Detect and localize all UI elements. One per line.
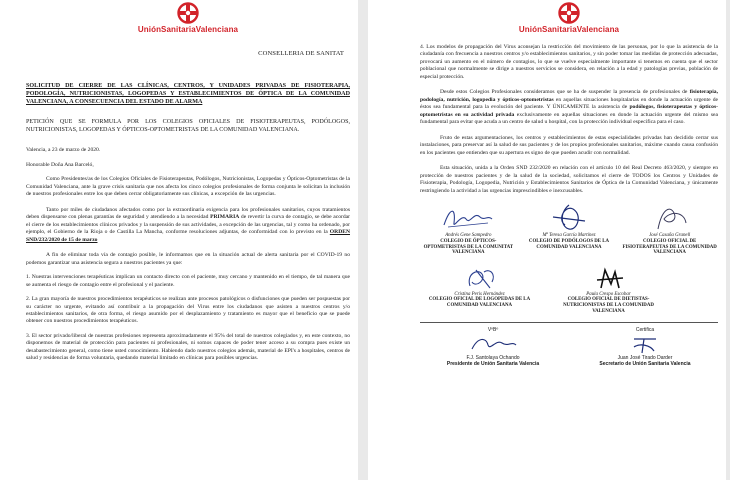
- certifica-label: Certifica: [635, 327, 655, 334]
- vobo-label: VºBº: [487, 327, 499, 334]
- handwritten-signature-icon: [539, 203, 599, 233]
- orden-reference: ORDEN SND/232/2020 de 15 de marzo: [26, 229, 350, 243]
- union-sanitaria-logo: [420, 2, 718, 34]
- logo-emblem-icon: [177, 2, 199, 24]
- handwritten-signature-icon: [438, 203, 498, 233]
- primaria-emphasis: PRIMARIA: [210, 214, 240, 221]
- logo-text: UniónSanitariaValenciana: [518, 25, 620, 34]
- signature-block: Mª Teresa García Martínez COLEGIO DE PODÓLOGOS DE LA COMUNIDAD VALENCIANA: [521, 203, 618, 256]
- paragraph-1: Como Presidentes/as de los Colegios Oficiales de Fisioterapeutas, Podólogos, Nutricionistas, Logopedas y Ópticos-Optometristas de la Comunidad Valenciana, ante la grave crisis sanitaria que nos afecta los cinco colegios profesionales de forma conjunta le solicitan la inclusión de nuestros profesionales entre los que deben cerrar obligatoriamente sus clínicas, a excepción de las urgencias.: [26, 176, 350, 198]
- list-item-4: 4. Los modelos de propagación del Virus aconsejan la restricción del movimiento de las personas, por lo que la asistencia de la ciudadanía con frecuencia a nuestros centros y/o establecimientos sanitarios, y sin poder tomar las medidas de protección adecuadas, provocará un aumento en el número de contagios, lo que se vuelve especialmente importante si tenemos en cuenta que el sector poblacional que normalmente se dirige a nuestros servicios se considera, en relación a la edad y patologías previas, población de especial protección.: [420, 44, 718, 80]
- list-item-2: 2. La gran mayoría de nuestros procedimientos terapéuticos se realizan ante procesos patológicos o disfunciones que pueden ser pospuestas por su carácter no urgente, evitando así contribuir a la propagación del Virus entre los ciudadanos que asisten a nuestros centros y/o establecimientos sanitarios, de otra forma, el riesgo asumido por el desplazamiento y tratamiento es mayor que el beneficio que se puede obtener con nuestros procedimientos terapéuticos.: [26, 296, 350, 325]
- signature-block: Andrés Gene Sampedro COLEGIO DE ÓPTICOS-OPTOMETRISTAS DE LA COMUNITAT VALENCIANA: [420, 203, 517, 256]
- president-endorsement: VºBº F.J. Santolaya Ochando Presidente de Unión Sanitaria Valencia: [420, 327, 566, 367]
- handwritten-signature-icon: [610, 333, 680, 355]
- paragraph-5: Desde estos Colegios Profesionales consideramos que se ha de suspender la presencia de profesionales de fisioterapia, podología, nutrición, logopedia y ópticos-optometristas en aquellas situaciones hospitalarias en donde la actuación urgente de éstos sea fundamental para la evolución del paciente. Y ÚNICAMENTE la asistencia de podólogos, fisioterapeutas y ópticos-optometristas en su actividad privada exclusivamente en aquellas situaciones en donde la actuación urgente del mismo sea fundamental para evitar que acuda a un centro de salud u hospital, con la protección individual específica para el caso.: [420, 89, 718, 126]
- secretary-certification: Certifica Juan José Tirado Darder Secretario de Unión Sanitaria Valencia: [572, 327, 718, 367]
- signatures-row-1: [420, 203, 718, 256]
- signature-block: Cristina Peris Hernández COLEGIO OFICIAL DE LOGOPEDAS DE LA COMUNIDAD VALENCIANA: [420, 264, 539, 315]
- handwritten-signature-icon: [450, 264, 510, 292]
- handwritten-signature-icon: [640, 203, 700, 233]
- logo-emblem-icon: [558, 2, 580, 24]
- document-subject: SOLICITUD DE CIERRE DE LAS CLÍNICAS, CENTROS, Y UNIDADES PRIVADAS DE FISIOTERAPIA, PODOLOGÍA, NUTRICIONISTAS, LOGOPEDAS Y ESTABLECIMIENTOS DE ÓPTICA DE LA COMUNIDAD VALENCIANA, A CONSECUENCIA DEL ESTADO DE ALARMA: [26, 83, 350, 105]
- logo-text: UniónSanitariaValenciana: [137, 25, 239, 34]
- document-page-2: [368, 0, 726, 480]
- union-sanitaria-logo: [26, 2, 350, 34]
- petition: PETICIÓN QUE SE FORMULA POR LOS COLEGIOS OFICIALES DE FISIOTERAPEUTAS, PODÓLOGOS, NUTRICIONISTAS, LOGOPEDAS Y ÓPTICOS-OPTOMETRISTAS DE LA COMUNIDAD VALENCIANA.: [26, 119, 350, 134]
- salutation: Honorable Doña Ana Barceló,: [26, 161, 94, 168]
- handwritten-signature-icon: [458, 333, 528, 355]
- paragraph-7: Esta situación, unida a la Orden SND 232/2020 en relación con el artículo 10 del Real Decreto 463/2020, y siempre en protección de nuestros pacientes y de la salud de la sociedad, solicitamos el cierre de TODOS los Centros y Unidades de Fisioterapia, Podología, Logopedia, Nutrición y Establecimientos Sanitarios de Óptica de la Comunidad Valenciana, y únicamente restringiendo la actividad a las urgencias imprescindibles e inexcusables.: [420, 165, 718, 194]
- document-page-1: [0, 0, 358, 480]
- list-item-1: 1. Nuestras intervenciones terapéuticas implican un contacto directo con el paciente, muy cercano y mantenido en el tiempo, de tal manera que se aumenta el riesgo de contagio entre el profesional y el paciente.: [26, 274, 350, 288]
- list-item-3: 3. El sector privado/liberal de nuestras profesiones representa aproximadamente el 95% del total de nuestros colegiados y, en este contexto, no disponemos de material de protección para pacientes ni profesionales, ni somos capaces de poder tener acceso a su compra pues existe un desabastecimiento general, como tiene usted conocimiento. Habiendo dado nuestros colegios además, material de EPI's a hospitales, centros de salud y residencias de forma voluntaria, quedando material limitado en clínicas para posibles urgencias.: [26, 332, 350, 362]
- signature-block: José Casaña Granell COLEGIO OFICIAL DE FISIOTERAPEUTAS DE LA COMUNIDAD VALENCIANA: [621, 203, 718, 256]
- paragraph-3: A fin de eliminar toda vía de contagio posible, le informamos que en la situación actual de alerta sanitaria por el COVID-19 no podemos garantizar una asistencia segura a nuestros pacientes ya que:: [26, 252, 350, 266]
- divider: [420, 322, 718, 323]
- addressee: CONSELLERIA DE SANITAT: [258, 50, 344, 57]
- signatures-row-2: [420, 264, 718, 315]
- paragraph-2: Tanto por miles de ciudadanos afectados como por la extraordinaria exigencia para los profesionales sanitarios, cuyos tratamientos deben dispensarse con plenas garantías de seguridad y atendiendo a la necesidad PRIMARIA de revertir la curva de contagio, se debe acordar el cierre de los establecimientos clínicos privados y la suspensión de sus actividades, a excepción de las urgencias, tal y como ha ordenado, por ejemplo, el Gobierno de la Rioja o de Castilla La Mancha, conforme resoluciones adjuntas, de conformidad con lo previsto en la ORDEN SND/232/2020 de 15 de marzo: [26, 206, 350, 243]
- paragraph-6: Fruto de estas argumentaciones, los centros y establecimientos de estas especialidades privadas han decidido cerrar sus instalaciones, para preservar así la salud de sus pacientes y de los propios profesionales sanitarios, máxime cuando causa confusión en los pacientes que entienden que su apertura es signo de que pueden acudir con normalidad.: [420, 134, 718, 156]
- signature-block: Paula Crespo Escobar COLEGIO OFICIAL DE DIETISTAS-NUTRICIONISTAS DE LA COMUNIDAD VALENCIANA: [549, 264, 668, 315]
- document-date: Valencia, a 23 de marzo de 2020.: [26, 147, 101, 154]
- handwritten-signature-icon: [579, 264, 639, 292]
- endorsement-block: [420, 327, 718, 367]
